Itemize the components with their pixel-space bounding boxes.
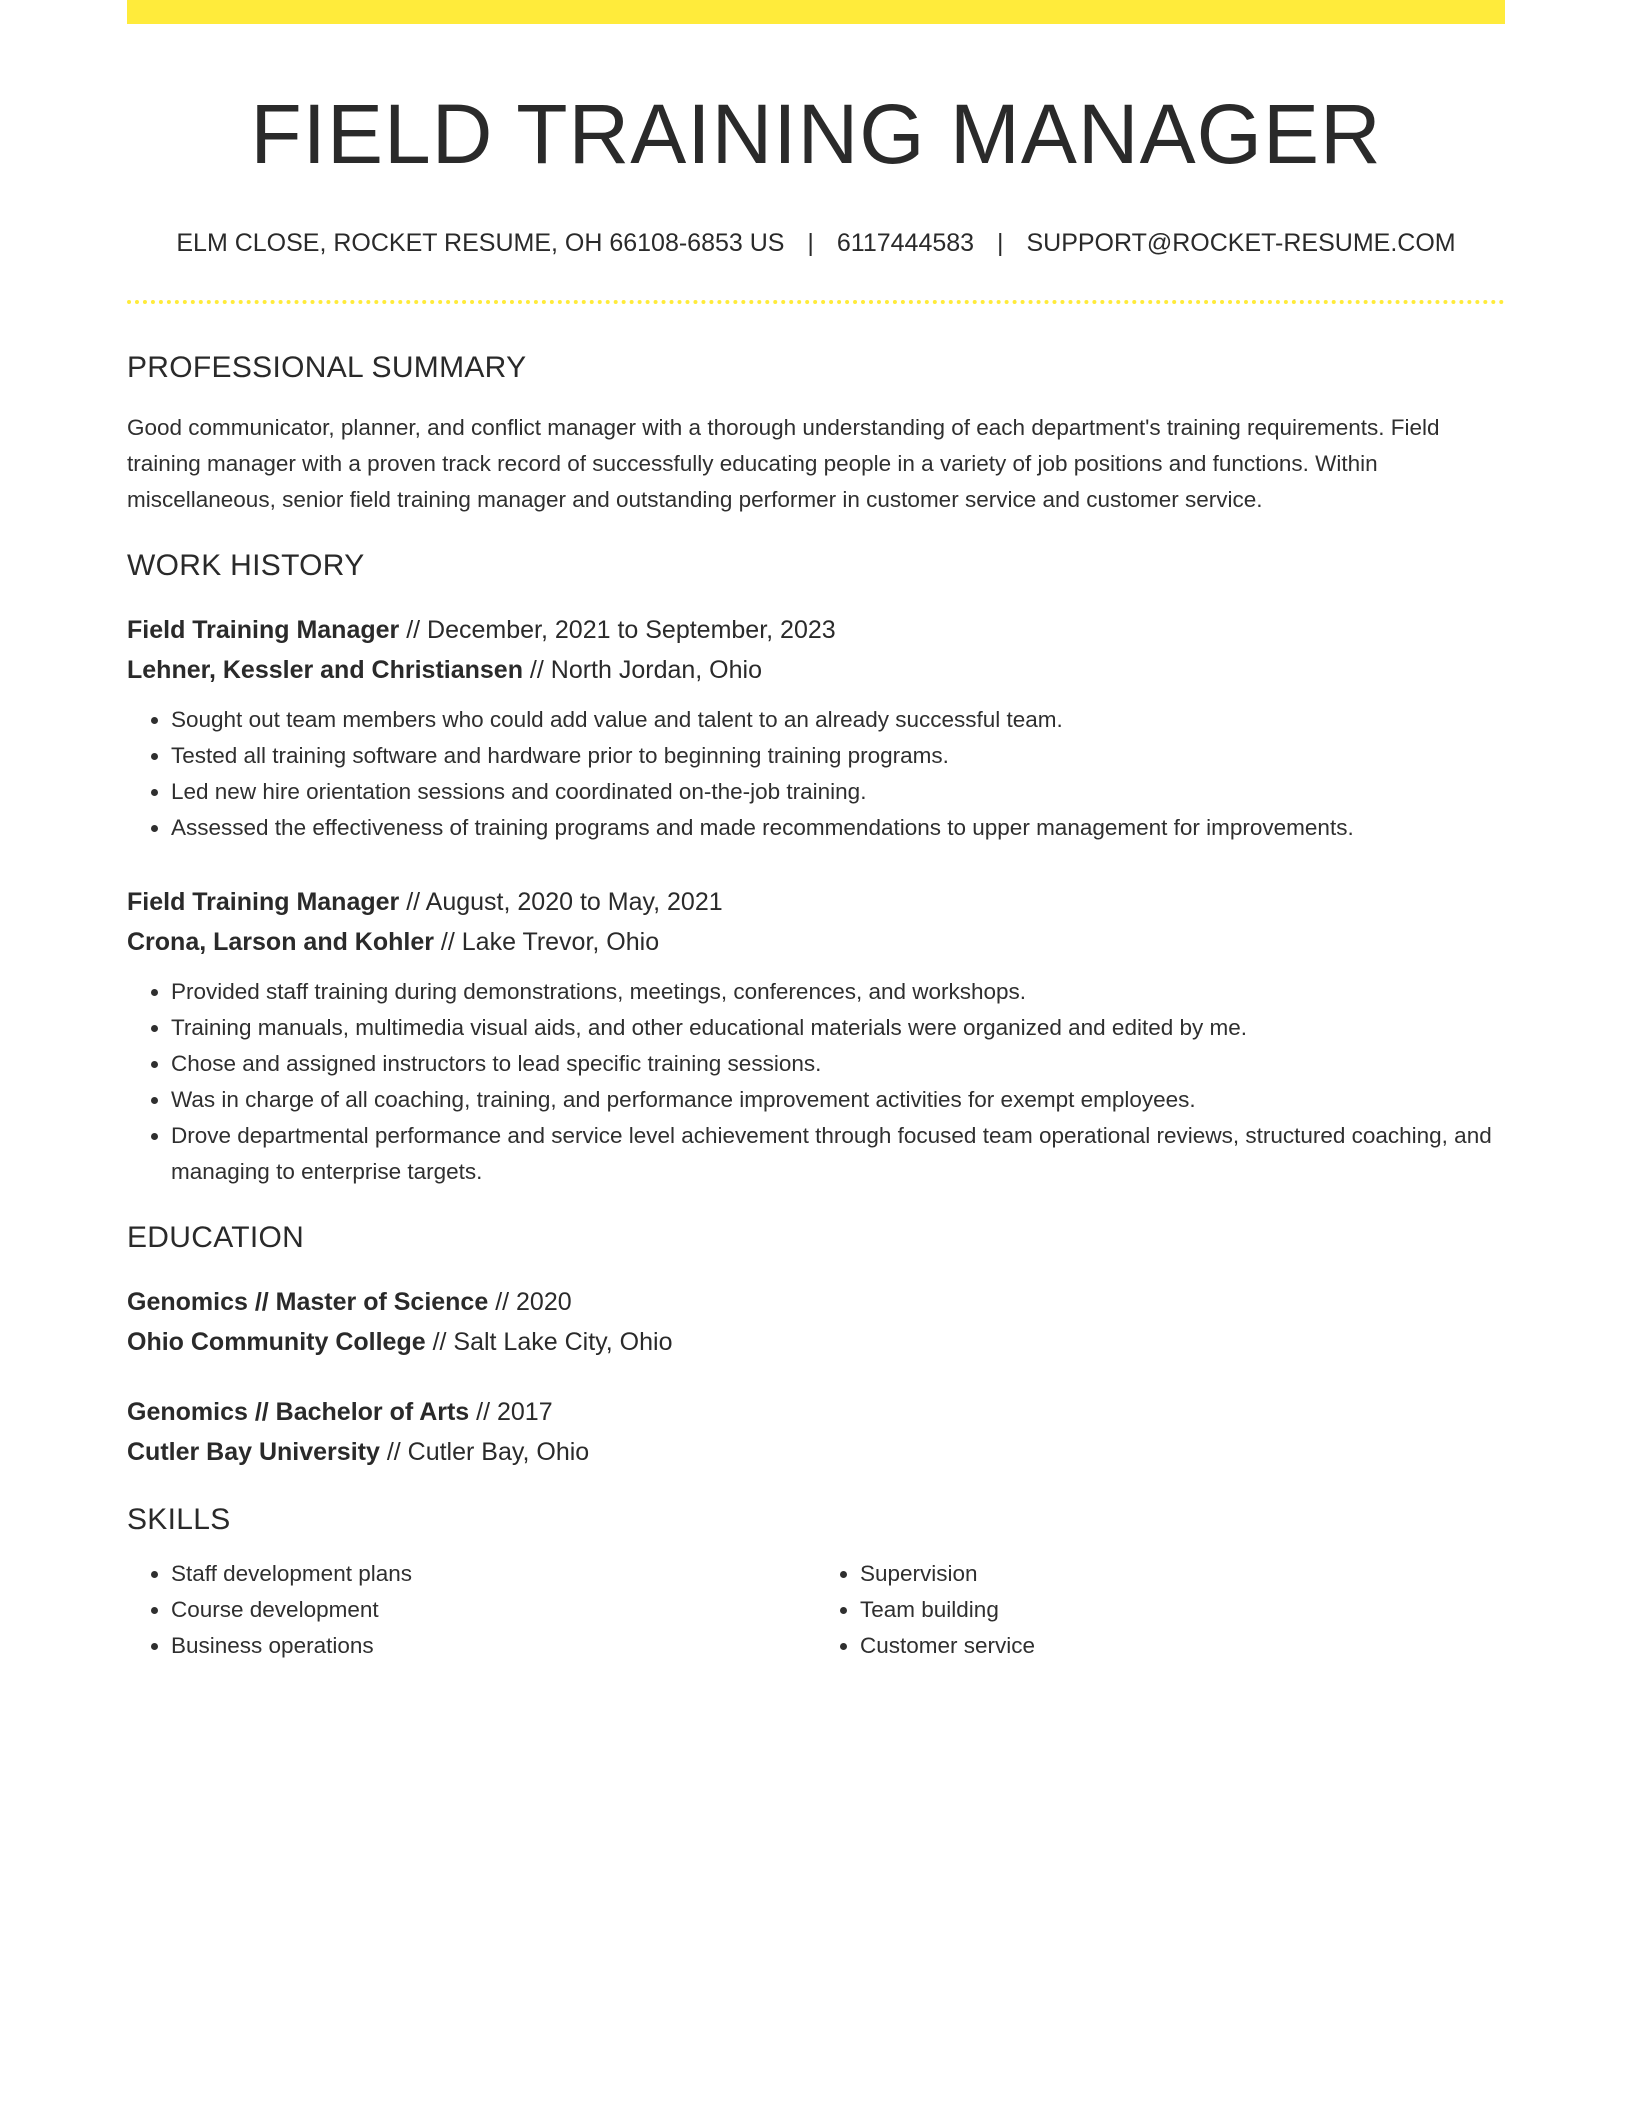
skills-column-right bbox=[816, 1556, 1505, 1664]
education-degree-line bbox=[127, 1282, 1505, 1322]
skill-item: • Business operations bbox=[171, 1628, 816, 1664]
summary-heading: PROFESSIONAL SUMMARY bbox=[127, 351, 527, 385]
skill-item: • Customer service bbox=[860, 1628, 1505, 1664]
job-bullet: • Tested all training software and hardware prior to beginning training programs. bbox=[171, 738, 1505, 774]
contact-address: ELM CLOSE, ROCKET RESUME, OH 66108-6853 US bbox=[176, 229, 785, 258]
resume-title: FIELD TRAINING MANAGER bbox=[250, 87, 1382, 181]
education-school-line bbox=[127, 1322, 1505, 1362]
job-role: Field Training Manager bbox=[127, 888, 400, 917]
education-entry bbox=[127, 1282, 1505, 1362]
education-degree: Genomics // Bachelor of Arts bbox=[127, 1398, 470, 1427]
job-entry bbox=[127, 882, 1505, 1190]
education-degree: Genomics // Master of Science bbox=[127, 1288, 489, 1317]
education-degree-line bbox=[127, 1392, 1505, 1432]
job-location: // Lake Trevor, Ohio bbox=[433, 928, 660, 957]
job-company: Crona, Larson and Kohler bbox=[127, 928, 434, 957]
contact-email: SUPPORT@ROCKET-RESUME.COM bbox=[1026, 229, 1456, 258]
job-company: Lehner, Kessler and Christiansen bbox=[127, 656, 523, 685]
job-entry bbox=[127, 610, 1505, 846]
education-year: // 2017 bbox=[469, 1398, 553, 1427]
job-bullet: • Drove departmental performance and service level achievement through focused team operational reviews, structured coaching, and managing to enterprise targets. bbox=[171, 1118, 1505, 1190]
job-dates: // August, 2020 to May, 2021 bbox=[399, 888, 723, 917]
job-bullet: • Training manuals, multimedia visual aids, and other educational materials were organized and edited by me. bbox=[171, 1010, 1505, 1046]
job-location: // North Jordan, Ohio bbox=[522, 656, 762, 685]
job-role: Field Training Manager bbox=[127, 616, 400, 645]
job-bullet: • Was in charge of all coaching, training, and performance improvement activities for exempt employees. bbox=[171, 1082, 1505, 1118]
education-entry bbox=[127, 1392, 1505, 1472]
work-history-heading: WORK HISTORY bbox=[127, 549, 365, 583]
job-dates: // December, 2021 to September, 2023 bbox=[399, 616, 836, 645]
skill-item: • Team building bbox=[860, 1592, 1505, 1628]
education-school-line bbox=[127, 1432, 1505, 1472]
skills-heading: SKILLS bbox=[127, 1503, 231, 1537]
job-bullets bbox=[127, 702, 1505, 846]
resume-page bbox=[127, 0, 1505, 1664]
skills-grid bbox=[127, 1556, 1505, 1664]
skills-column-left bbox=[127, 1556, 816, 1664]
job-bullet: • Sought out team members who could add value and talent to an already successful team. bbox=[171, 702, 1505, 738]
education-location: // Salt Lake City, Ohio bbox=[425, 1328, 673, 1357]
job-bullets bbox=[127, 974, 1505, 1190]
education-school: Cutler Bay University bbox=[127, 1438, 380, 1467]
contact-separator: | bbox=[997, 229, 1004, 258]
skill-item: • Staff development plans bbox=[171, 1556, 816, 1592]
summary-text: Good communicator, planner, and conflict manager with a thorough understanding of each department's training requirements. Field training manager with a proven track record of successfully educating people in a variety of job positions and functions. Within miscellaneous, senior field training manager and outstanding performer in customer service and customer service. bbox=[127, 415, 1440, 513]
job-role-line bbox=[127, 882, 1505, 922]
job-bullet: • Chose and assigned instructors to lead specific training sessions. bbox=[171, 1046, 1505, 1082]
education-location: // Cutler Bay, Ohio bbox=[379, 1438, 590, 1467]
education-heading: EDUCATION bbox=[127, 1221, 305, 1255]
education-school: Ohio Community College bbox=[127, 1328, 426, 1357]
contact-line bbox=[127, 228, 1505, 258]
dotted-divider bbox=[127, 300, 1505, 304]
job-bullet: • Assessed the effectiveness of training programs and made recommendations to upper management for improvements. bbox=[171, 810, 1505, 846]
job-bullet: • Led new hire orientation sessions and coordinated on-the-job training. bbox=[171, 774, 1505, 810]
job-company-line bbox=[127, 650, 1505, 690]
job-bullet: • Provided staff training during demonstrations, meetings, conferences, and workshops. bbox=[171, 974, 1505, 1010]
skill-item: • Supervision bbox=[860, 1556, 1505, 1592]
skill-item: • Course development bbox=[171, 1592, 816, 1628]
contact-separator: | bbox=[807, 229, 814, 258]
education-year: // 2020 bbox=[488, 1288, 572, 1317]
accent-top-bar bbox=[127, 0, 1505, 24]
job-role-line bbox=[127, 610, 1505, 650]
job-company-line bbox=[127, 922, 1505, 962]
contact-phone: 6117444583 bbox=[836, 229, 975, 258]
